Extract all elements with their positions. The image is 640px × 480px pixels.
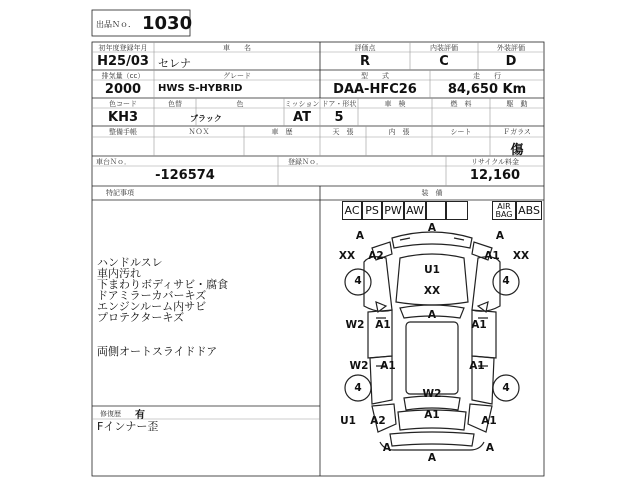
note-line: ハンドルスレ [97, 256, 163, 269]
damage-rear-bumper-right: A [485, 442, 495, 454]
interior-lining-label: 内 張 [388, 128, 410, 136]
damage-rear-glass-w2: W2 [422, 388, 442, 400]
front-glass-label: Ｆガラス [503, 128, 531, 136]
equipment-abs: ABS [516, 201, 542, 220]
color-label: 色 [236, 100, 244, 108]
damage-tire-rear-right: 4 [502, 382, 510, 394]
repair-history-value: 有 [135, 410, 145, 421]
note-extra: 両側オートスライドドア [97, 345, 218, 358]
damage-left-front-door-a1: A1 [375, 319, 391, 331]
history-label: 車 歴 [271, 128, 293, 136]
damage-back-door-a1: A1 [424, 409, 440, 421]
damage-right-front-door-a1: A1 [471, 319, 487, 331]
equipment-label: 装 備 [421, 189, 443, 197]
repair-detail: Fインナー歪 [97, 420, 159, 433]
damage-front-right-corner: A [495, 230, 505, 242]
equipment-ps: PS [362, 201, 382, 220]
repair-history-label: 修復歴 [100, 410, 121, 418]
mileage-label: 走 行 [473, 72, 501, 80]
score-value: R [359, 54, 371, 69]
mission-value: AT [293, 110, 311, 125]
mileage-value: 84,650 Km [447, 82, 527, 97]
damage-tire-front-left: 4 [354, 275, 362, 287]
model-code-value: DAA-HFC26 [333, 82, 417, 97]
displacement-label: 排気量（cc） [101, 72, 145, 80]
doors-value: 5 [334, 110, 344, 125]
equipment-airbag: AIR BAG [492, 201, 516, 220]
note-line: プロテクターキズ [97, 311, 185, 324]
damage-rear-left-u1: U1 [340, 415, 356, 427]
note-line: ドアミラーカバーキズ [97, 289, 207, 302]
reg-date-value: H25/03 [97, 54, 149, 69]
score-label: 評価点 [354, 44, 376, 52]
damage-left-front-door-w2: W2 [345, 319, 365, 331]
damage-hood-xx: XX [423, 285, 441, 297]
inspection-label: 車 検 [384, 100, 406, 108]
car-name-value: セレナ [158, 57, 191, 70]
damage-left-slide-door-w2: W2 [349, 360, 369, 372]
damage-tire-front-right: 4 [502, 275, 510, 287]
damage-roof: A [427, 309, 437, 321]
damage-right-fender-a1: A1 [484, 250, 500, 262]
note-line: 下まわりボディサビ・腐食 [97, 278, 229, 291]
damage-rear-left-a2: A2 [370, 415, 386, 427]
damage-right-fender-xx: XX [512, 250, 530, 262]
chassis-number-label: 車台Ｎｏ． [96, 158, 131, 166]
car-name-label: 車 名 [223, 44, 251, 52]
displacement-value: 2000 [104, 82, 142, 97]
grade-value: HWS S-HYBRID [158, 83, 243, 94]
equipment-ac: AC [342, 201, 362, 220]
mission-label: ミッション [284, 100, 320, 108]
doors-label: ドア・形状 [321, 100, 357, 108]
interior-grade-label: 内装評価 [430, 44, 458, 52]
exterior-grade-value: D [505, 54, 517, 69]
notes-label: 特記事項 [106, 189, 134, 197]
damage-tire-rear-left: 4 [354, 382, 362, 394]
damage-rear-right-a1: A1 [481, 415, 497, 427]
registration-number-label: 登録Ｎｏ． [288, 158, 323, 166]
reg-date-label: 初年度登録年月 [98, 44, 148, 52]
damage-front-bumper: A [427, 222, 437, 234]
color-code-value: KH3 [108, 110, 138, 125]
damage-left-fender-a2: A2 [368, 250, 384, 262]
nox-label: ＮＯＸ [188, 128, 210, 136]
grade-label: グレード [223, 72, 251, 80]
damage-right-slide-door-a1: A1 [469, 360, 485, 372]
exterior-grade-label: 外装評価 [497, 44, 525, 52]
recycle-fee-value: 12,160 [469, 168, 521, 183]
recycle-fee-label: リサイクル料金 [470, 158, 520, 166]
drive-label: 駆 動 [506, 100, 528, 108]
chassis-number-value: -126574 [155, 168, 215, 183]
note-line: エンジンルーム内サビ [97, 300, 207, 313]
color-code-label: 色コード [109, 100, 137, 108]
damage-hood-u1: U1 [424, 264, 440, 276]
fuel-label: 燃 料 [450, 100, 472, 108]
lot-number: 1030 [142, 13, 193, 34]
equipment-aw: AW [404, 201, 426, 220]
lot-number-label: 出品Ｎｏ． [96, 20, 136, 29]
color-change-label: 色替 [168, 100, 182, 108]
color-value: ブラック [190, 114, 222, 123]
interior-grade-value: C [439, 54, 449, 69]
note-line: 車内汚れ [97, 267, 141, 280]
damage-rear-bumper: A [427, 452, 437, 464]
maintenance-book-label: 整備手帳 [109, 128, 137, 136]
equipment-pw: PW [382, 201, 404, 220]
damage-left-fender-xx: XX [338, 250, 356, 262]
damage-rear-bumper-left: A [382, 442, 392, 454]
model-code-label: 型 式 [361, 72, 389, 80]
front-glass-value: 傷 [510, 143, 524, 158]
seat-label: シート [450, 128, 472, 136]
damage-front-left-corner: A [355, 230, 365, 242]
damage-left-slide-door-a1: A1 [380, 360, 396, 372]
roof-lining-label: 天 張 [332, 128, 354, 136]
